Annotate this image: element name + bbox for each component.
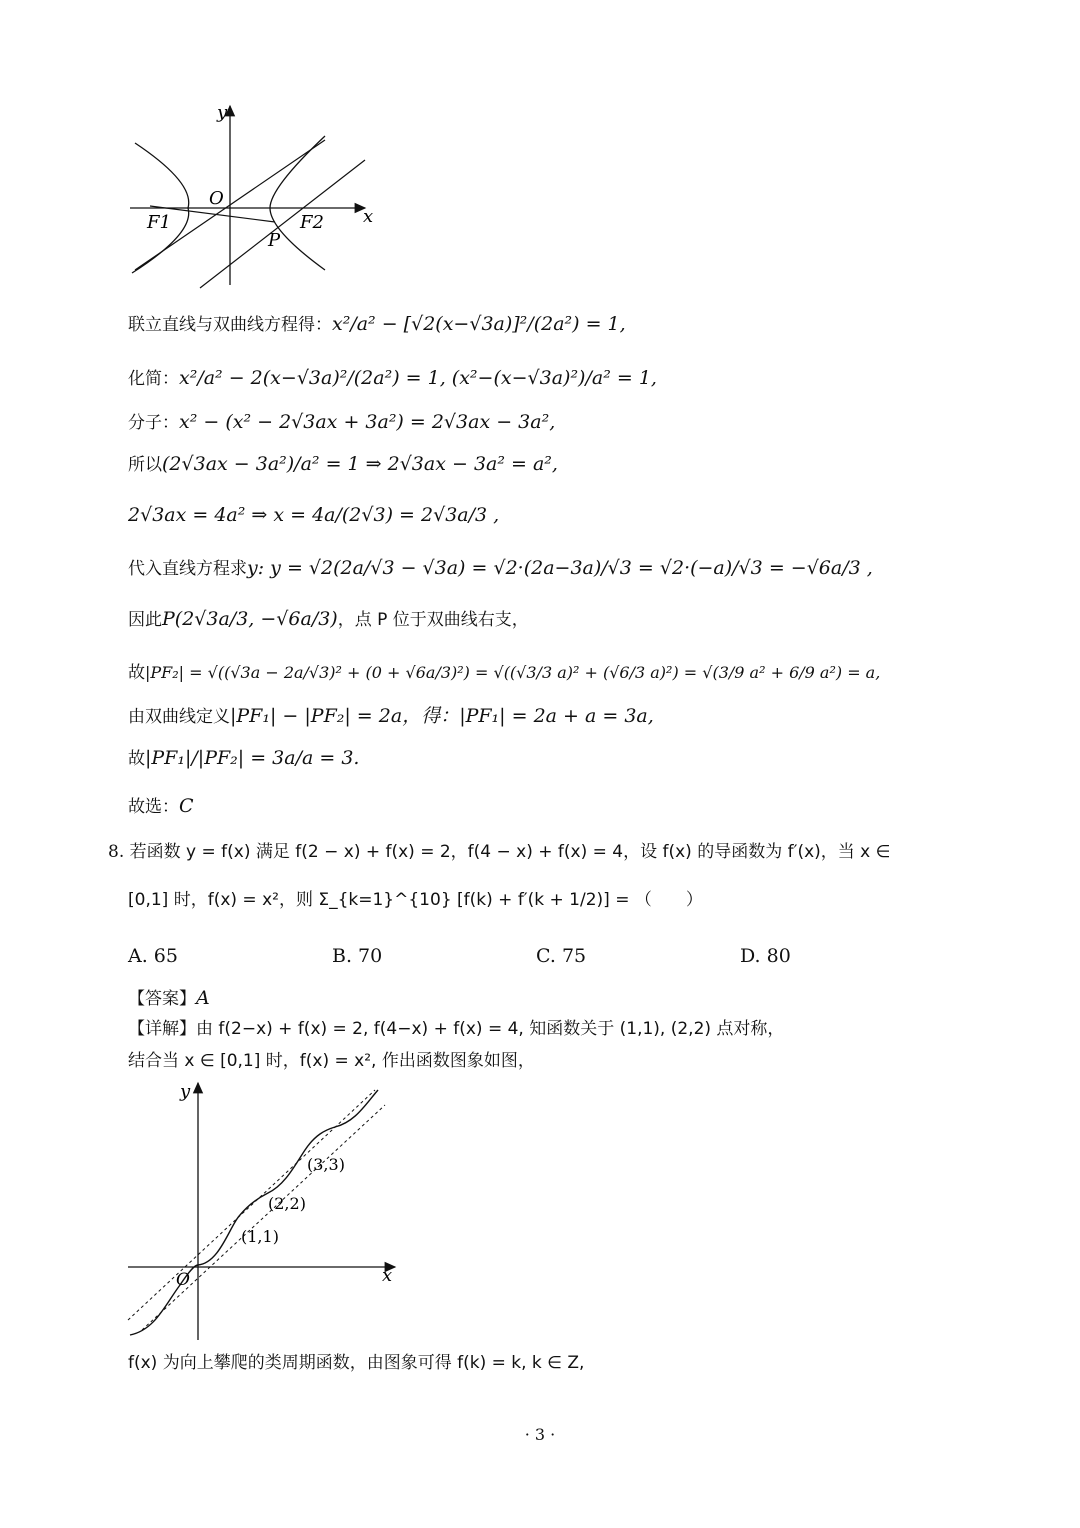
line1-math: x²/a² − [√2(x−√3a)]²/(2a²) = 1, — [332, 313, 626, 335]
solution-line-6 — [128, 556, 873, 581]
answer-value: A — [196, 987, 210, 1009]
question-8-line-1 — [108, 840, 890, 864]
fig2-point-3-3: (3,3) — [307, 1155, 345, 1174]
line11-math: C — [179, 795, 194, 817]
line8-math: |PF₂| = √((√3a − 2a/√3)² + (0 + √6a/3)²) = √((√3/3 a)² + (√6/3 a)²) = √(3/9 a² + 6/9 a²) = a, — [145, 663, 881, 682]
answer-label: 【答案】 — [128, 989, 196, 1009]
solution-line-1 — [128, 312, 626, 337]
option-c: C. 75 — [536, 945, 587, 967]
option-a: A. 65 — [128, 945, 178, 967]
line6-math: y: y = √2(2a/√3 − √3a) = √2·(2a−3a)/√3 = √2·(−a)/√3 = −√6a/3 , — [247, 557, 873, 579]
fig2-point-1-1: (1,1) — [241, 1227, 279, 1246]
solution-line-4 — [128, 452, 558, 477]
fig1-x-label: x — [363, 206, 374, 227]
fig1-f2-label: F2 — [300, 212, 324, 233]
detail-line-2 — [128, 1048, 535, 1073]
line4-math: (2√3ax − 3a²)/a² = 1 ⇒ 2√3ax − 3a² = a², — [162, 453, 558, 475]
fig2-x-label: x — [382, 1265, 393, 1286]
line3-math: x² − (x² − 2√3ax + 3a²) = 2√3ax − 3a², — [179, 411, 556, 433]
line7-math: P(2√3a/3, −√6a/3) — [162, 608, 338, 630]
line6-text: 代入直线方程求 — [128, 559, 247, 579]
question-number: 8. — [108, 842, 125, 862]
question-8-text-2: [0,1] 时，f(x) = x²，则 Σ_{k=1}^{10} [f(k) + f′(k + 1/2)] = （ ） — [128, 890, 703, 910]
line7-text: 因此 — [128, 610, 162, 630]
page-number: · 3 · — [524, 1425, 556, 1444]
climbing-function-figure — [120, 1075, 405, 1345]
solution-line-10 — [128, 746, 359, 771]
option-d: D. 80 — [740, 945, 791, 967]
question-8-line-2 — [128, 888, 703, 912]
solution-line-7 — [128, 607, 529, 632]
line11-text: 故选： — [128, 797, 179, 817]
line2-text: 化简： — [128, 369, 179, 389]
option-b: B. 70 — [332, 945, 383, 967]
fig2-point-2-2: (2,2) — [268, 1194, 306, 1213]
line9-text: 由双曲线定义 — [128, 707, 230, 727]
fig1-f1-label: F1 — [147, 212, 171, 233]
closing-text: f(x) 为向上攀爬的类周期函数，由图象可得 f(k) = k, k ∈ Z, — [128, 1353, 585, 1373]
line10-text: 故 — [128, 749, 145, 769]
solution-line-2 — [128, 366, 657, 391]
detail-line-1 — [128, 1016, 784, 1041]
detail-text-2: 结合当 x ∈ [0,1] 时，f(x) = x², 作出函数图象如图， — [128, 1051, 535, 1071]
detail-label: 【详解】 — [128, 1019, 196, 1039]
question-8-text-1: 若函数 y = f(x) 满足 f(2 − x) + f(x) = 2，f(4 − x) + f(x) = 4，设 f(x) 的导函数为 f′(x)，当 x ∈ — [129, 842, 891, 862]
fig2-origin-label: O — [176, 1270, 190, 1290]
line2-math: x²/a² − 2(x−√3a)²/(2a²) = 1, (x²−(x−√3a)²)/a² = 1, — [179, 367, 657, 389]
solution-line-3 — [128, 410, 555, 435]
fig1-origin-label: O — [209, 188, 224, 209]
solution-line-11 — [128, 794, 194, 819]
fig1-p-label: P — [268, 230, 281, 251]
fig2-y-label: y — [180, 1081, 191, 1102]
solution-line-8 — [128, 661, 880, 685]
line4-text: 所以 — [128, 455, 162, 475]
line1-text: 联立直线与双曲线方程得： — [128, 315, 332, 335]
line8-text: 故 — [128, 663, 145, 683]
line9-math: |PF₁| − |PF₂| = 2a，得：|PF₁| = 2a + a = 3a, — [230, 705, 654, 727]
detail-text-1: 由 f(2−x) + f(x) = 2, f(4−x) + f(x) = 4, 知函数关于 (1,1), (2,2) 点对称， — [196, 1019, 785, 1039]
answer-line — [128, 986, 210, 1011]
line3-text: 分子： — [128, 413, 179, 433]
line7-tail: ，点 P 位于双曲线右支， — [337, 610, 529, 630]
line5-math: 2√3ax = 4a² ⇒ x = 4a/(2√3) = 2√3a/3 , — [128, 504, 500, 526]
hyperbola-figure — [120, 98, 380, 290]
solution-line-5 — [128, 503, 499, 527]
solution-line-9 — [128, 704, 654, 729]
fig1-y-label: y — [217, 102, 228, 123]
line10-math: |PF₁|/|PF₂| = 3a/a = 3. — [145, 747, 360, 769]
closing-line — [128, 1350, 584, 1375]
